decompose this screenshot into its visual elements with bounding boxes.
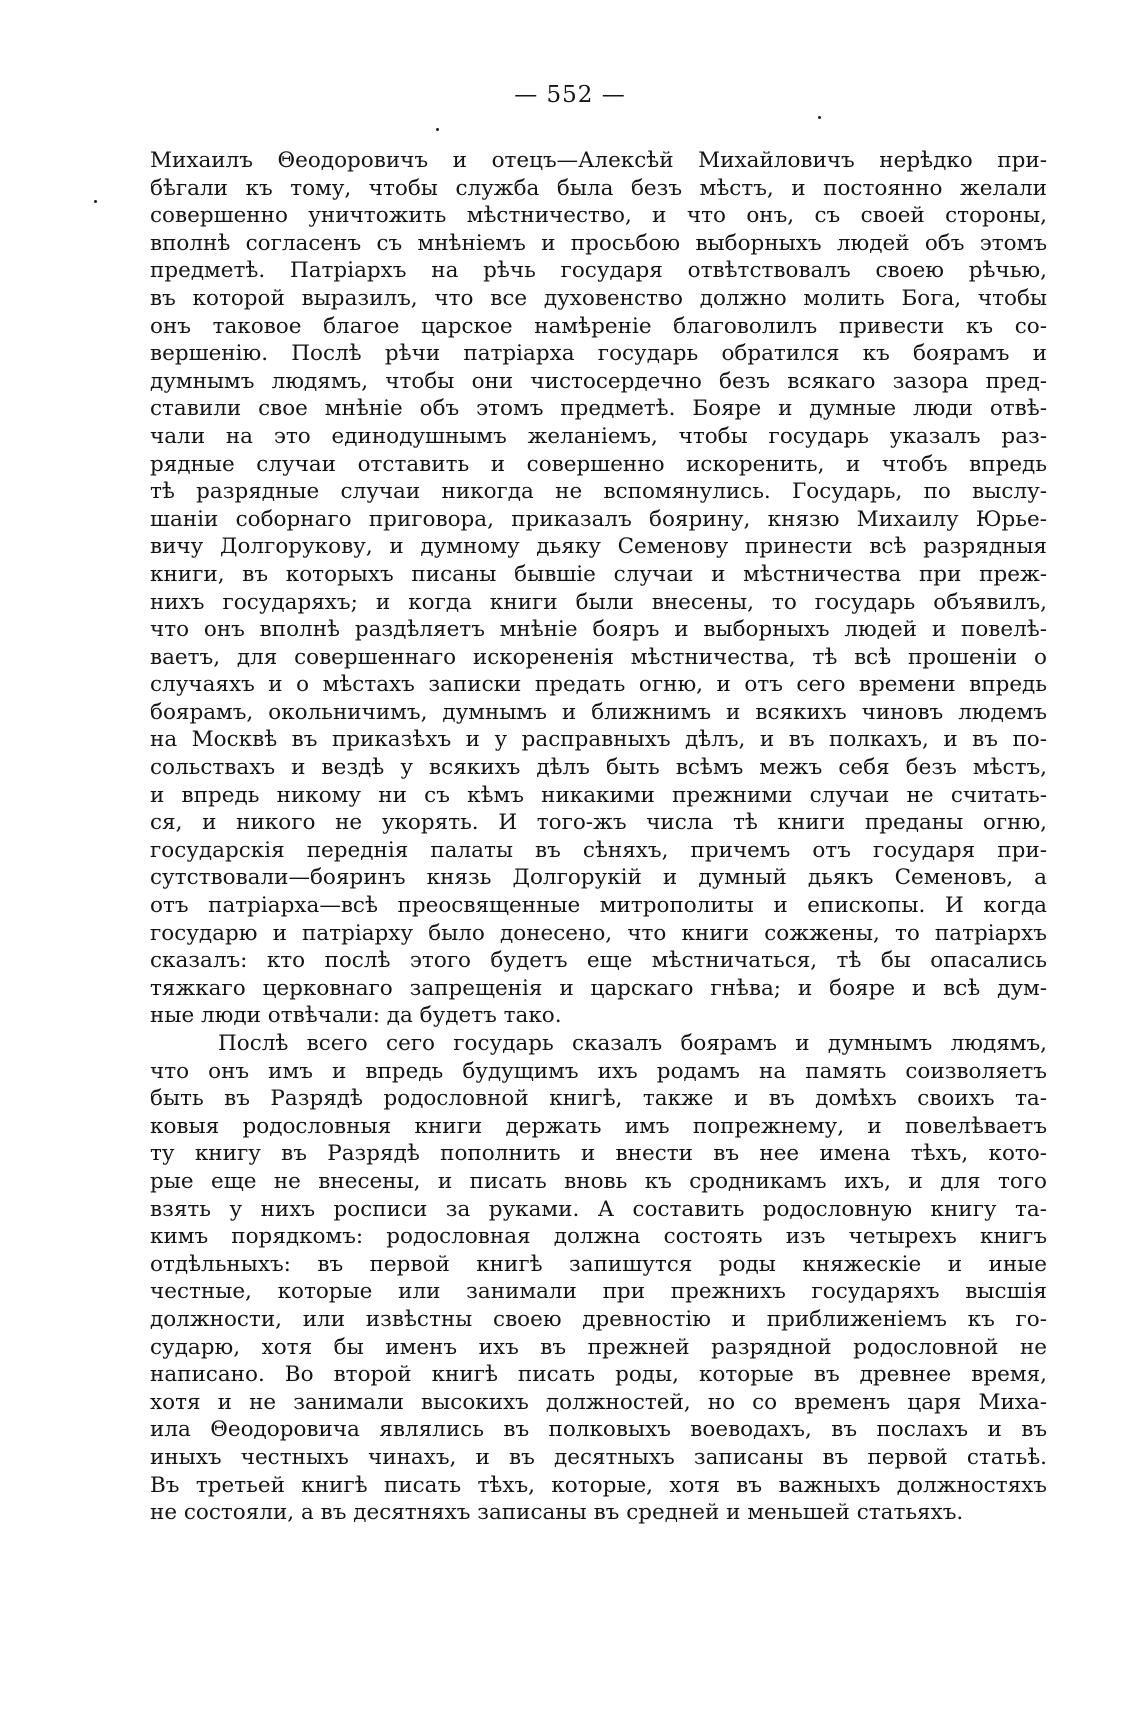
text-line: не состояли, а въ десятняхъ записаны въ средней и меньшей статьяхъ. bbox=[150, 1500, 964, 1526]
paragraph-1 bbox=[150, 147, 1047, 1030]
text-line: ту книгу въ Разрядѣ пополнить и внести въ нее имена тѣхъ, кото- bbox=[150, 1141, 1047, 1167]
text-line: Въ третьей книгѣ писать тѣхъ, которые, хотя въ важныхъ должностяхъ bbox=[150, 1472, 1047, 1498]
body-text bbox=[150, 147, 1047, 1527]
text-line: бѣгали къ тому, чтобы служба была безъ мѣстъ, и постоянно желали bbox=[150, 175, 1047, 201]
scan-speck bbox=[818, 116, 821, 119]
text-line: шаніи соборнаго приговора, приказалъ боярину, князю Михаилу Юрье- bbox=[150, 506, 1047, 532]
text-line: ковыя родословныя книги держать имъ попрежнему, и повелѣваетъ bbox=[150, 1113, 1047, 1139]
text-line: взять у нихъ росписи за руками. А составить родословную книгу та- bbox=[150, 1196, 1047, 1222]
text-line: ные люди отвѣчали: да будетъ тако. bbox=[150, 1003, 562, 1029]
text-line: кимъ порядкомъ: родословная должна состоять изъ четырехъ книгъ bbox=[150, 1224, 1047, 1250]
scan-speck bbox=[436, 128, 439, 131]
scan-speck bbox=[94, 200, 97, 203]
text-line: государскія переднія палаты въ сѣняхъ, причемъ отъ государя при- bbox=[150, 837, 1047, 863]
text-line: книги, въ которыхъ писаны бывшіе случаи и мѣстничества при преж- bbox=[150, 561, 1047, 587]
text-line: въ которой выразилъ, что все духовенство должно молить Бога, чтобы bbox=[150, 285, 1047, 311]
text-line: ваетъ, для совершеннаго искорененія мѣстничества, тѣ всѣ прошеніи о bbox=[150, 644, 1047, 670]
text-line: вершенію. Послѣ рѣчи патріарха государь обратился къ боярамъ и bbox=[150, 341, 1047, 367]
text-line: хотя и не занимали высокихъ должностей, но со временъ царя Миха- bbox=[150, 1389, 1047, 1415]
text-line: ила Θеодоровича являлись въ полковыхъ воеводахъ, въ послахъ и въ bbox=[150, 1417, 1047, 1443]
text-line: вполнѣ согласенъ съ мнѣніемъ и просьбою выборныхъ людей объ этомъ bbox=[150, 230, 1047, 256]
text-line: чали на это единодушнымъ желаніемъ, чтобы государь указалъ раз- bbox=[150, 423, 1047, 449]
page-number: — 552 — bbox=[514, 82, 626, 108]
text-line: быть въ Разрядѣ родословной книгѣ, также и въ домѣхъ своихъ та- bbox=[150, 1086, 1047, 1112]
text-line: должности, или извѣстны своею древностію и приближеніемъ къ го- bbox=[150, 1306, 1047, 1332]
text-line: отъ патріарха—всѣ преосвященные митрополиты и епископы. И когда bbox=[150, 893, 1047, 919]
text-line: онъ таковое благое царское намѣреніе благоволилъ привести къ со- bbox=[150, 313, 1047, 339]
text-line: случаяхъ и о мѣстахъ записки предать огню, и отъ сего времени впредь bbox=[150, 672, 1047, 698]
text-line: сударю, хотя бы именъ ихъ въ прежней разрядной родословной не bbox=[150, 1334, 1047, 1360]
text-line: государю и патріарху было донесено, что книги сожжены, то патріархъ bbox=[150, 920, 1047, 946]
text-line: боярамъ, окольничимъ, думнымъ и ближнимъ и всякихъ чиновъ людемъ bbox=[150, 699, 1047, 725]
text-line: вичу Долгорукову, и думному дьяку Семенову принести всѣ разрядныя bbox=[150, 534, 1047, 560]
text-line: иныхъ честныхъ чинахъ, и въ десятныхъ записаны въ первой статьѣ. bbox=[150, 1444, 1047, 1470]
text-line: честные, которые или занимали при прежнихъ государяхъ высшія bbox=[150, 1279, 1047, 1305]
text-line: сказалъ: кто послѣ этого будетъ еще мѣстничаться, тѣ бы опасались bbox=[150, 948, 1047, 974]
text-line: думнымъ людямъ, чтобы они чистосердечно безъ всякаго зазора пред- bbox=[150, 368, 1047, 394]
text-line: сольствахъ и вездѣ у всякихъ дѣлъ быть всѣмъ межъ себя безъ мѣстъ, bbox=[150, 755, 1047, 781]
text-line: ся, и никого не укорять. И того-жъ числа тѣ книги преданы огню, bbox=[150, 810, 1047, 836]
text-line: на Москвѣ въ приказѣхъ и у расправныхъ дѣлъ, и въ полкахъ, и въ по- bbox=[150, 727, 1047, 753]
text-line: и впредь никому ни съ кѣмъ никакими прежними случаи не считать- bbox=[150, 782, 1047, 808]
text-line: предметѣ. Патріархъ на рѣчь государя отвѣтствовалъ своею рѣчью, bbox=[150, 258, 1047, 284]
text-line: сутствовали—бояринъ князь Долгорукій и думный дьякъ Семеновъ, а bbox=[150, 865, 1047, 891]
text-line: тяжкаго церковнаго запрещенія и царскаго гнѣва; и бояре и всѣ дум- bbox=[150, 975, 1047, 1001]
text-line: отдѣльныхъ: въ первой книгѣ запишутся роды княжескіе и иные bbox=[150, 1251, 1047, 1277]
text-line: совершенно уничтожить мѣстничество, и что онъ, съ своей стороны, bbox=[150, 203, 1047, 229]
text-line: Послѣ всего сего государь сказалъ боярамъ и думнымъ людямъ, bbox=[218, 1031, 1047, 1056]
text-line: что онъ имъ и впредь будущимъ ихъ родамъ на память соизволяетъ bbox=[150, 1058, 1047, 1084]
text-line: тѣ разрядные случаи никогда не вспомянулись. Государь, по выслу- bbox=[150, 479, 1047, 505]
text-line: нихъ государяхъ; и когда книги были внесены, то государь объявилъ, bbox=[150, 589, 1047, 615]
text-line: рядные случаи отставить и совершенно искоренить, и чтобъ впредь bbox=[150, 451, 1047, 477]
text-line: что онъ вполнѣ раздѣляетъ мнѣніе бояръ и выборныхъ людей и повелѣ- bbox=[150, 617, 1047, 643]
text-line: ставили свое мнѣніе объ этомъ предметѣ. Бояре и думные люди отвѣ- bbox=[150, 396, 1047, 422]
text-line: рые еще не внесены, и писать вновь къ сродникамъ ихъ, и для того bbox=[150, 1168, 1047, 1194]
text-line: написано. Во второй книгѣ писать роды, которые въ древнее время, bbox=[150, 1362, 1047, 1388]
text-line: Михаилъ Θеодоровичъ и отецъ—Алексѣй Михайловичъ нерѣдко при- bbox=[150, 148, 1047, 173]
paragraph-2 bbox=[150, 1030, 1047, 1527]
